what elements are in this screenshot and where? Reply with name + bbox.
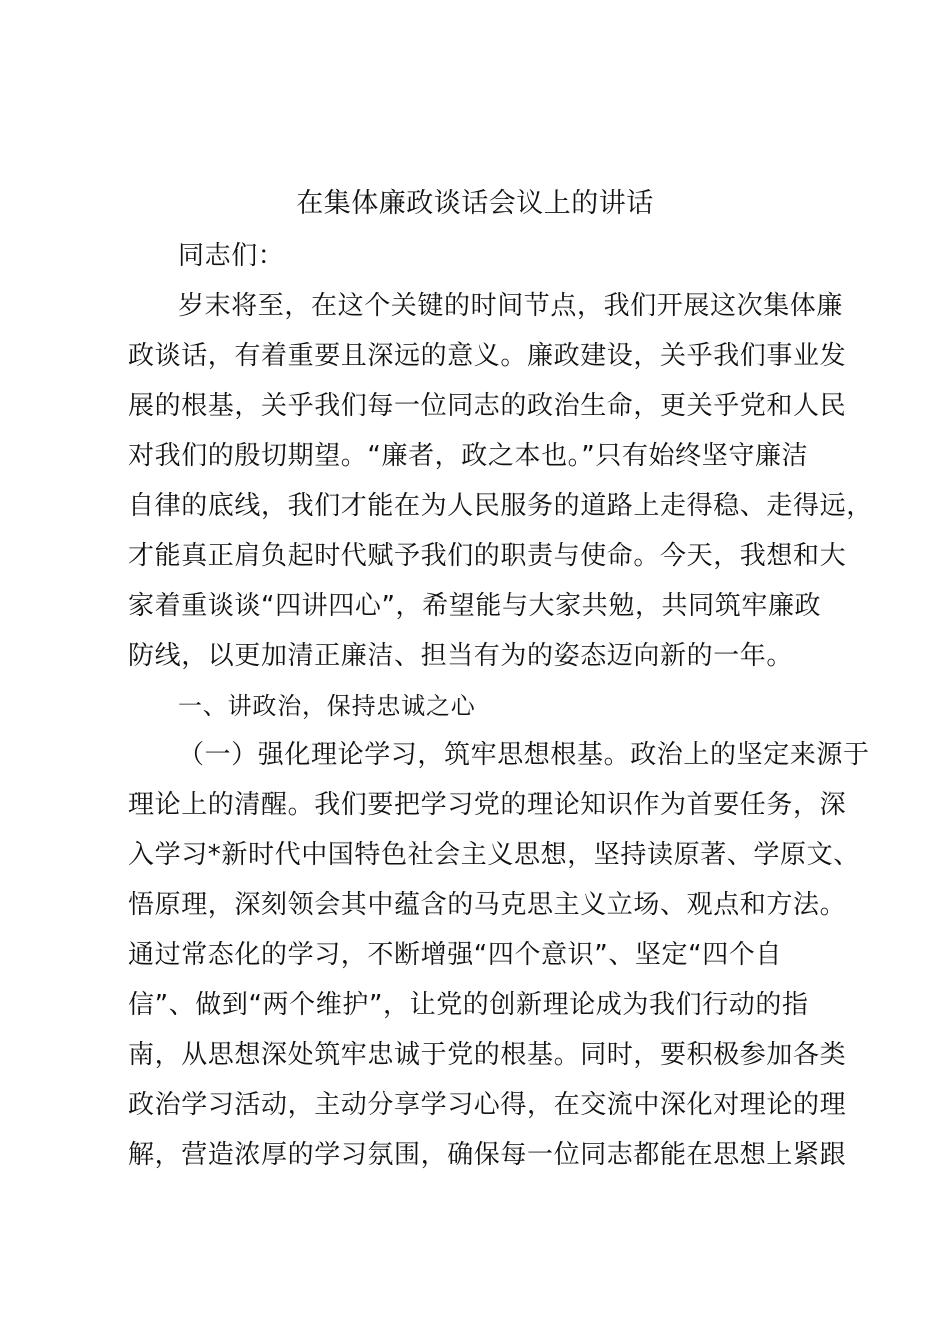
paragraph-line: 信”、做到“两个维护”，让党的创新理论成为我们行动的指 [128, 990, 809, 1020]
paragraph-line: 防线，以更加清正廉洁、担当有为的姿态迈向新的一年。 [128, 641, 794, 671]
paragraph-line: （一）强化理论学习，筑牢思想根基。政治上的坚定来源于 [178, 740, 870, 770]
paragraph-line: 理论上的清醒。我们要把学习党的理论知识作为首要任务，深 [128, 790, 847, 820]
paragraph-line: 岁末将至，在这个关键的时间节点，我们开展这次集体廉 [178, 291, 844, 321]
paragraph-line: 南，从思想深处筑牢忠诚于党的根基。同时，要积极参加各类 [128, 1040, 847, 1070]
section-heading: 一、讲政治，保持忠诚之心 [178, 692, 476, 720]
paragraph-line: 解，营造浓厚的学习氛围，确保每一位同志都能在思想上紧跟 [128, 1140, 847, 1170]
paragraph-line: 悟原理，深刻领会其中蕴含的马克思主义立场、观点和方法。 [128, 890, 847, 920]
salutation: 同志们： [178, 241, 285, 271]
paragraph-line: 家着重谈谈“四讲四心”，希望能与大家共勉，共同筑牢廉政 [128, 591, 822, 621]
paragraph-line: 入学习*新时代中国特色社会主义思想，坚持读原著、学原文、 [128, 840, 860, 870]
paragraph-line: 政谈话，有着重要且深远的意义。廉政建设，关乎我们事业发 [128, 341, 847, 371]
paragraph-line: 展的根基，关乎我们每一位同志的政治生命，更关乎党和人民 [128, 391, 847, 421]
paragraph-line: 自律的底线，我们才能在为人民服务的道路上走得稳、走得远， [128, 491, 873, 521]
document-title: 在集体廉政谈话会议上的讲话 [296, 188, 654, 219]
paragraph-line: 政治学习活动，主动分享学习心得，在交流中深化对理论的理 [128, 1090, 847, 1120]
paragraph-line: 才能真正肩负起时代赋予我们的职责与使命。今天，我想和大 [128, 541, 847, 571]
paragraph-line: 通过常态化的学习，不断增强“四个意识”、坚定“四个自 [128, 940, 783, 970]
paragraph-line: 对我们的殷切期望。“廉者，政之本也。”只有始终坚守廉洁 [128, 441, 809, 471]
